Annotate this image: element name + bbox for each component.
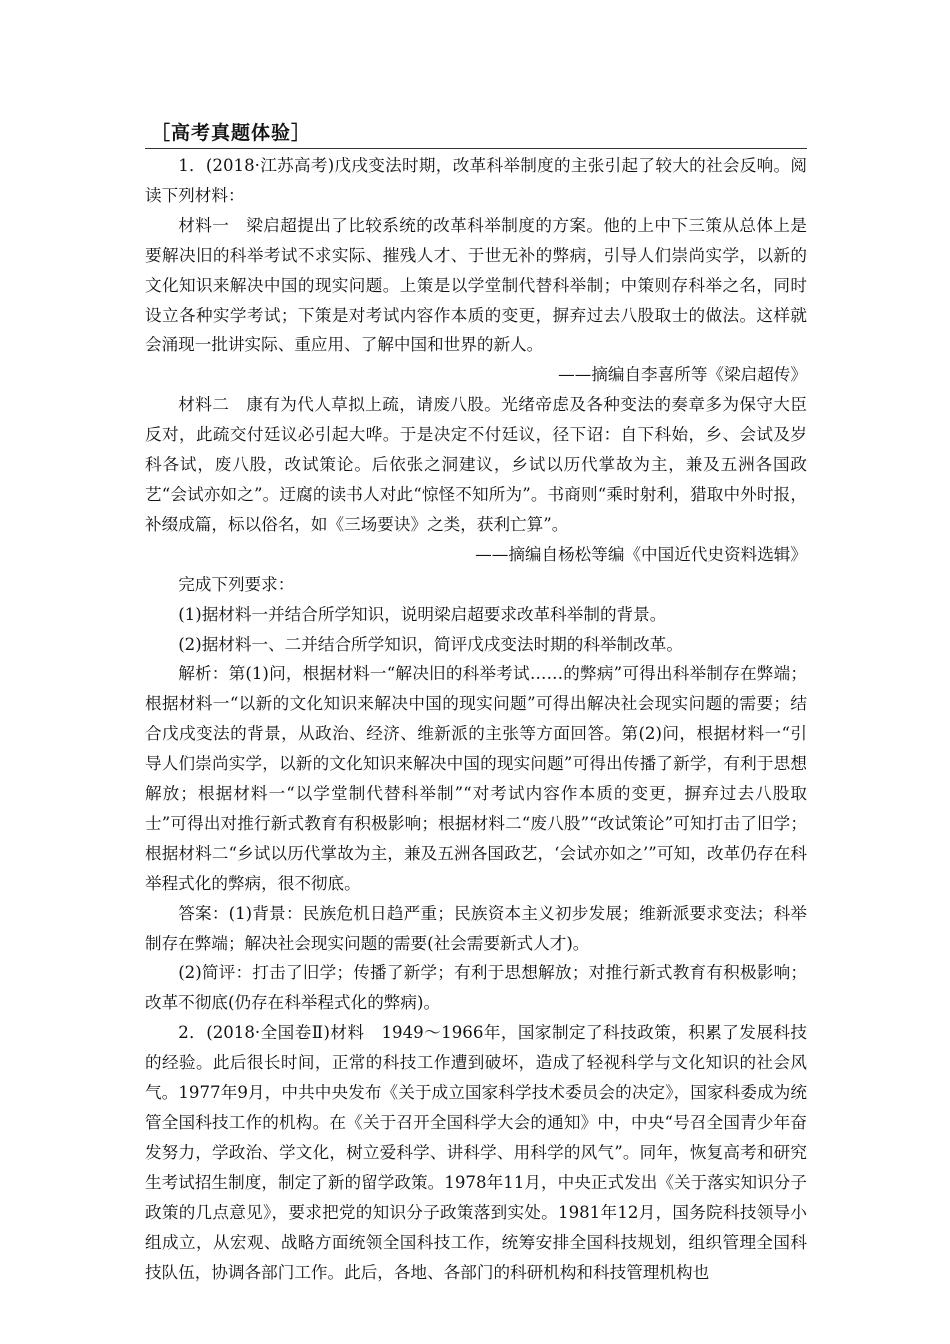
material-1-source: ——摘编自李喜所等《梁启超传》 [558,365,807,385]
requirement-1: (1)据材料一并结合所学知识，说明梁启超要求改革科举制的背景。 [178,604,667,624]
question-2-text: 2．(2018·全国卷Ⅱ)材料 1949～1966年，国家制定了科技政策，积累了发展科技的经验。此后很长时间，正常的科技工作遭到破坏，造成了轻视科学与文化知识的社会风气。1977年9月，中共中央发布《关于成立国家科学技术委员会的决定》，国家科委成为统管全国科技工作的机构。在《关于召开全国科学大会的通知》中，中央“号召全国青少年奋发努力，学政治、学文化，树立爱科学、讲科学、用科学的风气”。同年，恢复高考和研究生考试招生制度，制定了新的留学政策。1978年11月，中央正式发出《关于落实知识分子政策的几点意见》，要求把党的知识分子政策落到实处。1981年12月，国务院科技领导小组成立，从宏观、战略方面统领全国科技工作，统筹安排全国科技规划，组织管理全国科技队伍，协调各部门工作。此后，各地、各部门的科研机构和科技管理机构也 [145,1023,807,1282]
material-2-source: ——摘编自杨松等编《中国近代史资料选辑》 [475,544,807,564]
requirement-2: (2)据材料一、二并结合所学知识，简评戊戌变法时期的科举制改革。 [178,634,683,654]
section-title: ［高考真题体验］ [145,118,807,149]
answer-part-1: 答案：(1)背景：民族危机日趋严重；民族资本主义初步发展；维新派要求变法；科举制存在弊端；解决社会现实问题的需要(社会需要新式人才)。 [145,903,807,953]
analysis-paragraph: 解析：第(1)问，根据材料一“解决旧的科举考试……的弊病”可得出科举制存在弊端；根据材料一“以新的文化知识来解决中国的现实问题”可得出解决社会现实问题的需要；结合戊戌变法的背景，从政治、经济、维新派的主张等方面回答。第(2)问，根据材料一“引导人们崇尚实学，以新的文化知识来解决中国的现实问题”可得出传播了新学，有利于思想解放；根据材料一“以学堂制代替科举制”“对考试内容作本质的变更，摒弃过去八股取士”可得出对推行新式教育有积极影响；根据材料二“废八股”“改试策论”可知打击了旧学；根据材料二“乡试以历代掌故为主，兼及五洲各国政艺，‘会试亦如之’”可知，改革仍存在科举程式化的弊病，很不彻底。 [145,664,807,893]
requirements-intro: 完成下列要求： [178,574,295,594]
question-1-stem: 1．(2018·江苏高考)戊戌变法时期，改革科举制度的主张引起了较大的社会反响。阅读下列材料： [145,156,807,205]
answer-part-2: (2)简评：打击了旧学；传播了新学；有利于思想解放；对推行新式教育有积极影响；改革不彻底(仍存在科举程式化的弊病)。 [145,963,807,1013]
document-page [145,118,807,1287]
material-1: 材料一 梁启超提出了比较系统的改革科举制度的方案。他的上中下三策从总体上是要解决旧的科举考试不求实际、摧残人才、于世无补的弊病，引导人们崇尚实学，以新的文化知识来解决中国的现实问题。上策是以学堂制代替科举制；中策则存科举之名，同时设立各种实学考试；下策是对考试内容作本质的变更，摒弃过去八股取士的做法。这样就会涌现一批讲实际、重应用、了解中国和世界的新人。 [145,215,807,355]
material-2: 材料二 康有为代人草拟上疏，请废八股。光绪帝虑及各种变法的奏章多为保守大臣反对，此疏交付廷议必引起大哗。于是决定不付廷议，径下诏：自下科始，乡、会试及岁科各试，废八股，改试策论。后依张之洞建议，乡试以历代掌故为主，兼及五洲各国政艺“会试亦如之”。迂腐的读书人对此“惊怪不知所为”。书商则“乘时射利，猎取中外时报，补缀成篇，标以俗名，如《三场要诀》之类，获利亡算”。 [145,395,807,534]
